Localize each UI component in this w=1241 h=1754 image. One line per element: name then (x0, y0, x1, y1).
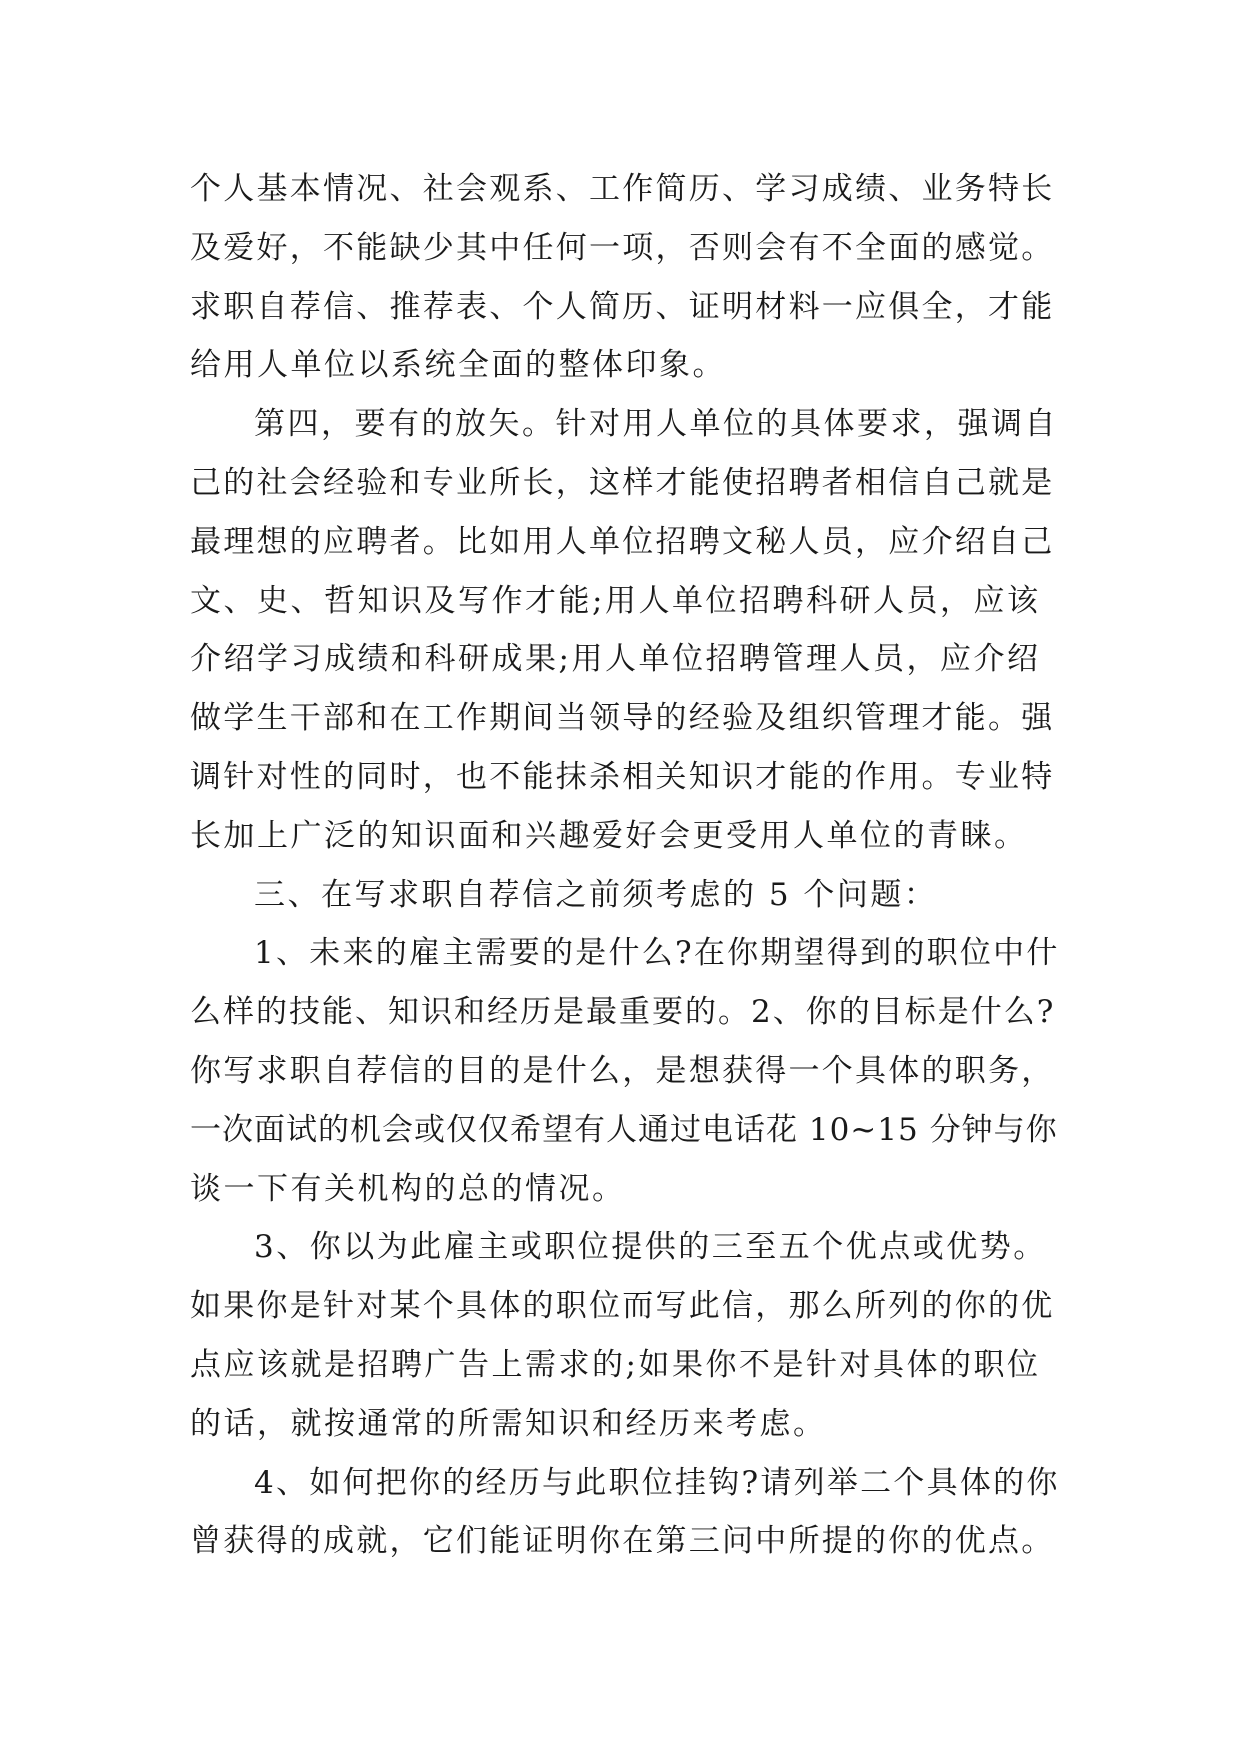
text-line: 介绍学习成绩和科研成果;用人单位招聘管理人员，应介绍 (190, 641, 1041, 678)
text-line: 个人基本情况、社会观系、工作简历、学习成绩、业务特长 (190, 171, 1055, 207)
text-line: 3、你以为此雇主或职位提供的三至五个优点或优势。 (254, 1229, 1047, 1266)
text-line: 的话，就按通常的所需知识和经历来考虑。 (190, 1405, 827, 1442)
text-line: 给用人单位以系统全面的整体印象。 (190, 347, 726, 384)
text-line: 及爱好，不能缺少其中任何一项，否则会有不全面的感觉。 (190, 229, 1055, 266)
text-line: 4、如何把你的经历与此职位挂钩?请列举二个具体的你 (254, 1464, 1060, 1501)
text-line: 第四，要有的放矢。针对用人单位的具体要求，强调自 (254, 406, 1058, 443)
text-line: 如果你是针对某个具体的职位而写此信，那么所列的你的优 (190, 1288, 1055, 1325)
text-line: 做学生干部和在工作期间当领导的经验及组织管理才能。强 (190, 700, 1055, 737)
text-line: 1、未来的雇主需要的是什么?在你期望得到的职位中什 (254, 935, 1060, 972)
text-line: 么样的技能、知识和经历是最重要的。2、你的目标是什么? (190, 994, 1056, 1031)
text-line: 谈一下有关机构的总的情况。 (190, 1170, 626, 1207)
text-line: 点应该就是招聘广告上需求的;如果你不是针对具体的职位 (190, 1346, 1041, 1383)
text-line: 曾获得的成就，它们能证明你在第三问中所提的你的优点。 (190, 1523, 1055, 1560)
text-line: 一次面试的机会或仅仅希望有人通过电话花 10~15 分钟与你 (190, 1111, 1058, 1148)
text-line: 三、在写求职自荐信之前须考虑的 5 个问题： (254, 876, 938, 913)
text-line: 你写求职自荐信的目的是什么，是想获得一个具体的职务， (190, 1052, 1055, 1089)
text-line: 调针对性的同时，也不能抹杀相关知识才能的作用。专业特 (190, 758, 1055, 795)
text-line: 最理想的应聘者。比如用人单位招聘文秘人员，应介绍自己 (190, 523, 1055, 560)
text-line: 己的社会经验和专业所长，这样才能使招聘者相信自己就是 (190, 464, 1055, 501)
document-body (190, 160, 1060, 1571)
text-line: 长加上广泛的知识面和兴趣爱好会更受用人单位的青睐。 (190, 817, 1028, 854)
text-line: 文、史、哲知识及写作才能;用人单位招聘科研人员，应该 (190, 582, 1041, 619)
text-line: 求职自荐信、推荐表、个人简历、证明材料一应俱全，才能 (190, 288, 1055, 325)
